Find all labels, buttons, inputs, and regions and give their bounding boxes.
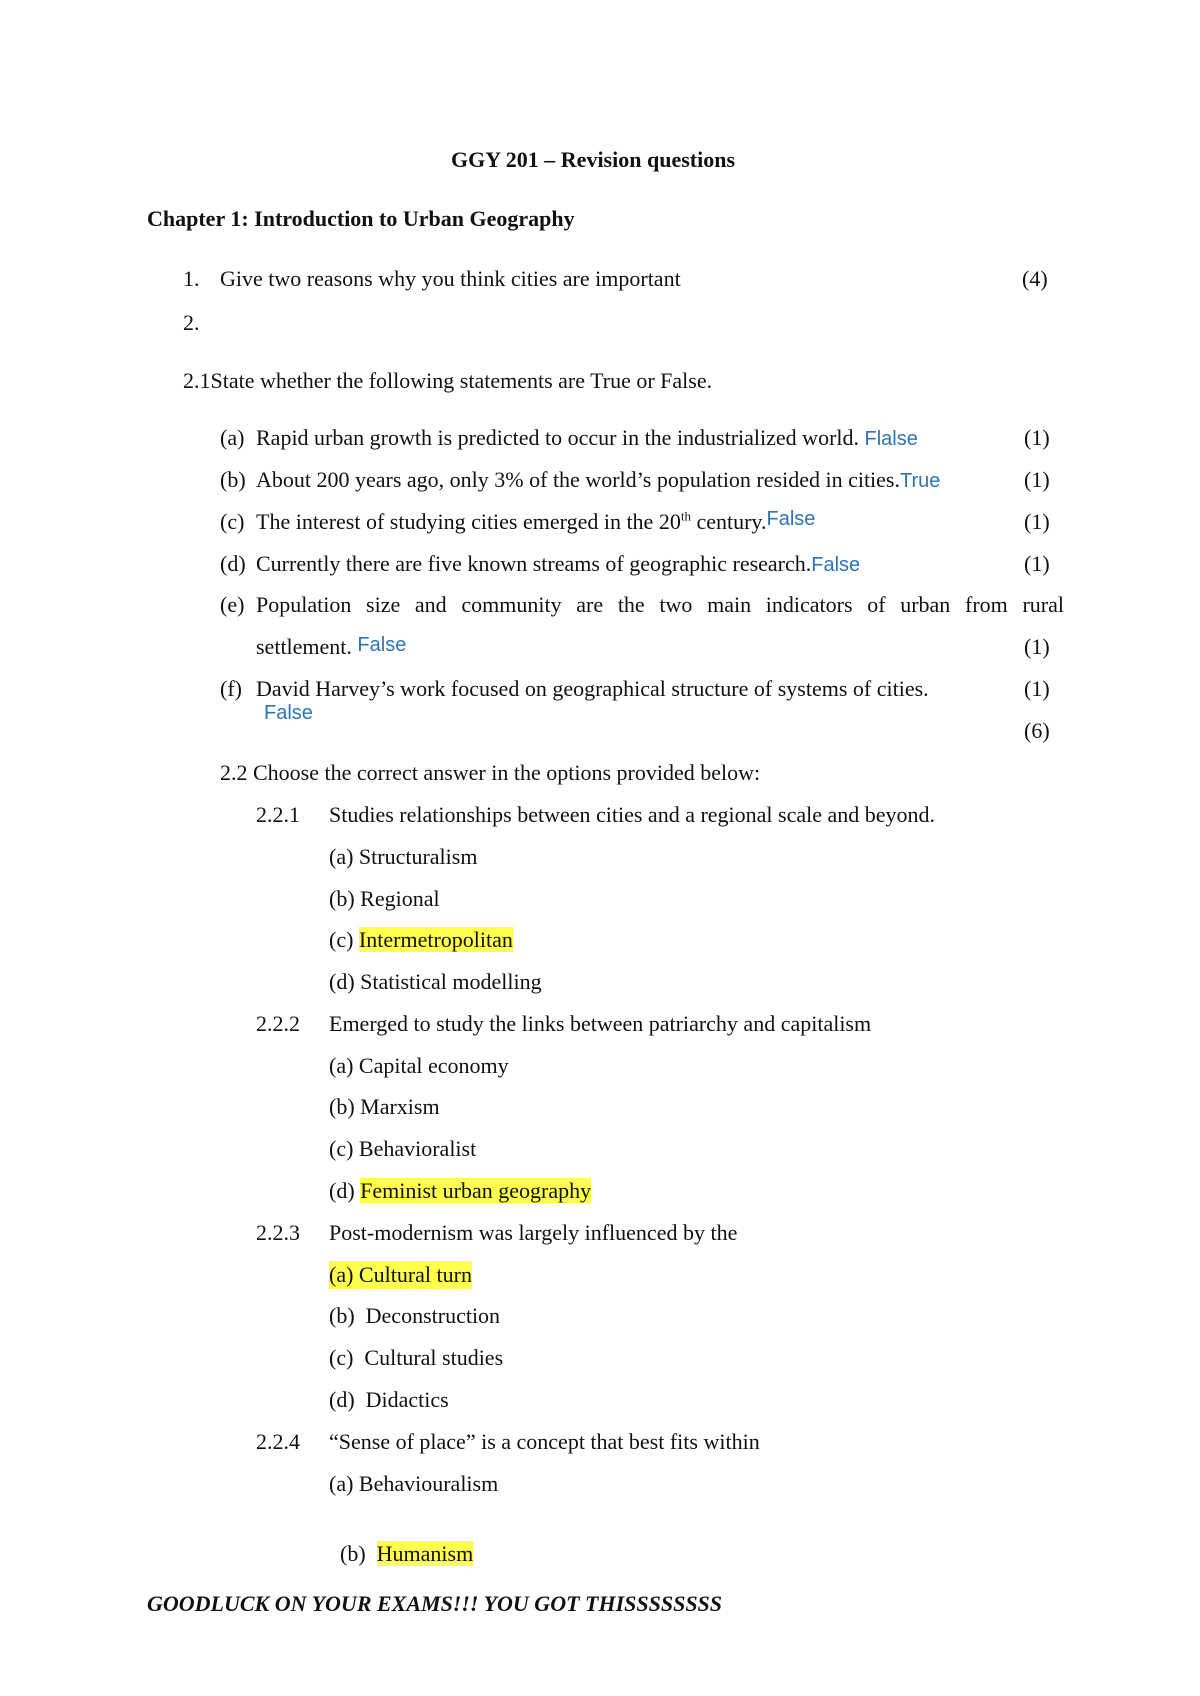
q21-item-d <box>256 550 860 579</box>
q223-option-b: (b) Deconstruction <box>329 1303 501 1328</box>
q222-option-b: (b) Marxism <box>329 1094 440 1119</box>
q21-item-d-answer: False <box>811 554 861 576</box>
q223-option-a-highlighted-answer: (a) Cultural turn <box>329 1262 472 1287</box>
q21-item-f-marks: (1) <box>1024 676 1050 701</box>
q221-option-c-label: (c) <box>329 927 359 952</box>
q224-option-b <box>329 1512 473 1568</box>
q223-option-c: (c) Cultural studies <box>329 1345 504 1370</box>
q21-item-c <box>256 508 815 537</box>
q21-item-a-label: (a) <box>220 425 245 450</box>
q21-item-e-label: (e) <box>220 592 245 617</box>
q21-item-e-text2: settlement. <box>256 634 352 659</box>
q21-item-c-sup: th <box>680 508 691 524</box>
q221-option-c <box>329 926 513 954</box>
q224-option-b-highlighted-answer: Humanism <box>376 1541 474 1566</box>
q21-item-a-marks: (1) <box>1024 425 1050 450</box>
q21-item-e-answer: False <box>357 634 407 656</box>
q22-heading: 2.2 Choose the correct answer in the options provided below: <box>220 760 761 785</box>
q221-option-d: (d) Statistical modelling <box>329 969 542 994</box>
q21-item-e-text: Population size and community are the two main indicators of urban from rural <box>256 592 1064 617</box>
q21-item-f-text: David Harvey’s work focused on geographical structure of systems of cities. <box>256 676 929 701</box>
q21-total-marks: (6) <box>1024 718 1050 743</box>
q1-marks: (4) <box>1022 266 1048 291</box>
q222-option-c: (c) Behavioralist <box>329 1136 477 1161</box>
q224-number: 2.2.4 <box>256 1429 300 1454</box>
q1-text: Give two reasons why you think cities are important <box>220 266 681 291</box>
q224-option-a: (a) Behaviouralism <box>329 1471 499 1496</box>
page-title: GGY 201 – Revision questions <box>451 147 736 172</box>
q1-number: 1. <box>183 266 200 291</box>
q223-number: 2.2.3 <box>256 1220 300 1245</box>
q222-option-d-highlighted-answer: Feminist urban geography <box>360 1178 592 1203</box>
q21-item-b-marks: (1) <box>1024 467 1050 492</box>
q21-item-b-text: About 200 years ago, only 3% of the world’s population resided in cities. <box>256 467 900 492</box>
q21-item-b-label: (b) <box>220 467 246 492</box>
q21-item-c-marks: (1) <box>1024 509 1050 534</box>
q21-item-e-marks: (1) <box>1024 634 1050 659</box>
q21-item-d-label: (d) <box>220 551 246 576</box>
q221-option-c-highlighted-answer: Intermetropolitan <box>358 927 513 952</box>
q221-option-a: (a) Structuralism <box>329 844 478 869</box>
q21-item-e-line2 <box>256 633 406 662</box>
q21-item-f-answer: False <box>264 702 313 724</box>
q222-option-d-label: (d) <box>329 1178 361 1203</box>
q21-item-d-text: Currently there are five known streams of geographic research. <box>256 551 812 576</box>
q222-number: 2.2.2 <box>256 1011 300 1036</box>
q21-item-c-text-post: century. <box>690 509 767 534</box>
q222-text: Emerged to study the links between patriarchy and capitalism <box>329 1011 872 1036</box>
footer-message: GOODLUCK ON YOUR EXAMS!!! YOU GOT THISSSSSSSS <box>147 1591 723 1616</box>
q21-item-d-marks: (1) <box>1024 551 1050 576</box>
q221-number: 2.2.1 <box>256 802 300 827</box>
q21-item-a-text: Rapid urban growth is predicted to occur in the industrialized world. <box>256 425 860 450</box>
q21-item-a <box>256 424 918 453</box>
q222-option-a: (a) Capital economy <box>329 1053 509 1078</box>
q222-option-d <box>329 1177 591 1205</box>
q21-item-c-text-pre: The interest of studying cities emerged in the 20 <box>256 509 681 534</box>
q2-number: 2. <box>183 310 200 335</box>
q223-option-d: (d) Didactics <box>329 1387 449 1412</box>
q21-item-b-answer: True <box>900 470 941 492</box>
q21-item-b <box>256 466 940 495</box>
q221-text: Studies relationships between cities and a regional scale and beyond. <box>329 802 936 827</box>
q21-item-a-answer: Flalse <box>864 428 918 450</box>
q21-item-c-answer: False <box>766 508 816 530</box>
chapter-heading: Chapter 1: Introduction to Urban Geography <box>147 206 575 231</box>
q21-heading: 2.1State whether the following statements are True or False. <box>183 368 713 393</box>
q224-text: “Sense of place” is a concept that best fits within <box>329 1429 760 1454</box>
q224-option-b-label: (b) <box>340 1541 377 1566</box>
q223-text: Post-modernism was largely influenced by the <box>329 1220 738 1245</box>
q21-item-c-label: (c) <box>220 509 245 534</box>
q221-option-b: (b) Regional <box>329 886 440 911</box>
q21-item-f-label: (f) <box>220 676 242 701</box>
